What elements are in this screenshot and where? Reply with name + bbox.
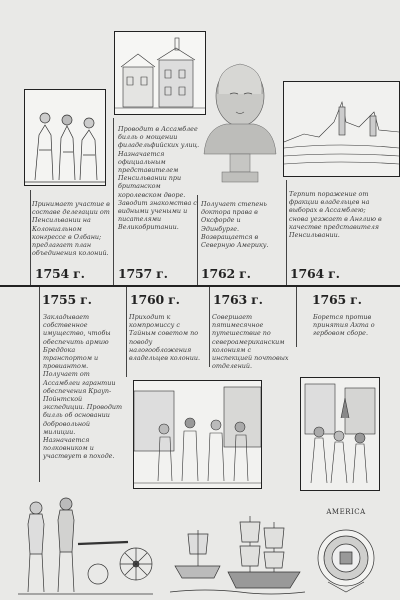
year-1763: 1763 г. <box>213 292 263 307</box>
event-text-1760: Приходит к компромиссу с Тайным советом по поводу налогообложения владельцев колонии. <box>129 313 201 363</box>
event-text-1757: Проводит в Ассамблее билль о мощении филадельфийских улиц. Назначается официальным представителем Пенсильвании при британском королевском дворе. Заводит знакомства с видными учеными и писателями Великобритании. <box>118 125 200 232</box>
seal-title: AMERICA <box>326 508 366 516</box>
illustration-riot-scene <box>300 377 380 491</box>
year-1765: 1765 г. <box>312 292 362 307</box>
event-text-1763: Совершает пятимесячное путешествие по североамериканским колониям с инспекцией почтовых отделений. <box>212 313 289 371</box>
year-1764: 1764 г. <box>290 266 340 281</box>
illustration-america-seal <box>308 508 384 596</box>
year-1754: 1754 г. <box>35 266 85 281</box>
illustration-soldiers-cannon <box>18 484 153 596</box>
connector-1755 <box>39 287 40 482</box>
connector-1762 <box>197 195 198 285</box>
illustration-colonial-congress <box>24 89 106 186</box>
year-1755: 1755 г. <box>42 292 92 307</box>
connector-1763 <box>209 287 210 367</box>
illustration-city-river <box>283 81 400 177</box>
year-1757: 1757 г. <box>118 266 168 281</box>
illustration-franklin-bust <box>196 54 284 192</box>
year-1760: 1760 г. <box>130 292 180 307</box>
connector-1760 <box>126 287 127 377</box>
connector-1764 <box>286 180 287 285</box>
illustration-crowd-scene <box>133 380 262 489</box>
event-text-1754: Принимает участие в составе делегации от Пенсильвании на Колониальном конгрессе в Олбани; предлагает план объединения колоний. <box>32 200 110 258</box>
event-text-1762: Получает степень доктора права в Оксфорде и Эдинбурге. Возвращается в Северную Америку. <box>201 200 269 250</box>
event-text-1765: Борется против принятия Акта о гербовом сборе. <box>313 313 375 338</box>
connector-1754 <box>30 190 31 285</box>
illustration-philadelphia-street <box>114 31 206 115</box>
year-1762: 1762 г. <box>201 266 251 281</box>
connector-1757 <box>113 118 114 285</box>
timeline-axis <box>0 285 400 287</box>
illustration-sailing-ships <box>170 508 305 596</box>
event-text-1755: Закладывает собственное имущество, чтобы обеспечить армию Бреддока транспортом и провиантом. Получает от Ассамблеи гарантии обеспечения Крауп-Пойнтской экспедиции. Проводит билль об основании добровольной милиции. Назначается полковником и участвует в походе. <box>43 313 123 461</box>
event-text-1764: Терпит поражение от фракции владельцев на выборах в Ассамблею; снова уезжает в Англию в качестве представителя Пенсильвании. <box>289 190 382 240</box>
connector-1765 <box>296 287 297 347</box>
